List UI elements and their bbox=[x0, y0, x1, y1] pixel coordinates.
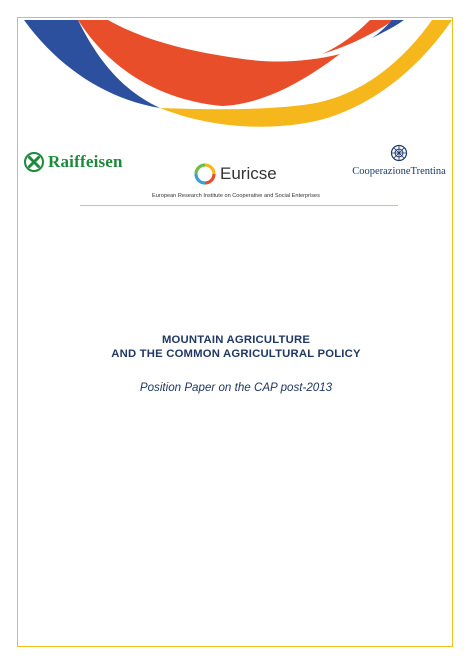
cooperazione-emblem-icon bbox=[390, 144, 408, 162]
document-title bbox=[0, 333, 472, 361]
title-line-1: MOUNTAIN AGRICULTURE bbox=[161, 334, 311, 346]
euricse-wordmark: Euricse bbox=[220, 164, 277, 183]
raiffeisen-wordmark: Raiffeisen bbox=[48, 152, 123, 171]
document-subtitle: Position Paper on the CAP post-2013 bbox=[139, 381, 333, 394]
decorative-swoosh-banner bbox=[0, 0, 472, 140]
title-line-2: AND THE COMMON AGRICULTURAL POLICY bbox=[111, 348, 361, 360]
swoosh-red-right bbox=[322, 20, 394, 54]
euricse-ring-icon bbox=[194, 163, 216, 185]
cooperazione-wordmark: CooperazioneTrentina bbox=[352, 166, 446, 177]
raiffeisen-cross-icon bbox=[24, 152, 44, 172]
cooperazione-trentina-logo bbox=[346, 144, 452, 177]
header-divider bbox=[80, 205, 398, 206]
euricse-tagline: European Research Institute on Cooperative and Social Enterprises bbox=[152, 193, 320, 199]
raiffeisen-logo bbox=[24, 152, 123, 172]
euricse-logo bbox=[194, 163, 277, 185]
